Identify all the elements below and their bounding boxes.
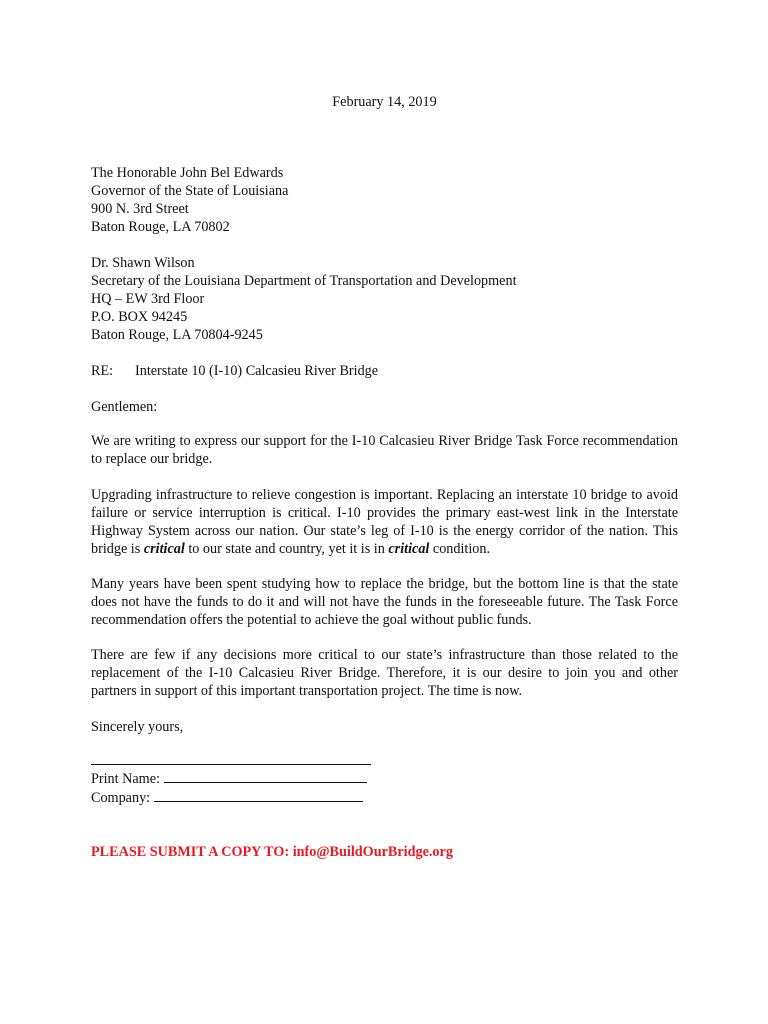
address-line: The Honorable John Bel Edwards <box>91 165 284 181</box>
address-line: Dr. Shawn Wilson <box>91 255 195 271</box>
paragraph-support: We are writing to express our support for the I-10 Calcasieu River Bridge Task Force recommendation to replace our bridge. <box>91 433 678 467</box>
paragraph-text: Upgrading infrastructure to relieve congestion is important. Replacing an interstate 10 bridge to avoid failure or service interruption is critical. I-10 provides the primary east-west link in the Interstate Highway System across our nation. Our state’s leg of I-10 is the energy corridor of the nation. This bridge is <box>91 487 678 557</box>
paragraph-infrastructure <box>91 486 678 558</box>
address-line: P.O. BOX 94245 <box>91 309 188 325</box>
signature-line <box>91 750 371 765</box>
emphasis-critical: critical <box>143 541 185 557</box>
recipient-address-governor <box>91 164 678 236</box>
company-field <box>91 788 678 807</box>
print-name-field <box>91 769 678 788</box>
address-line: Baton Rouge, LA 70804-9245 <box>91 327 263 343</box>
company-label: Company: <box>91 790 151 806</box>
print-name-blank <box>164 769 367 783</box>
address-line: HQ – EW 3rd Floor <box>91 291 205 307</box>
letter-date: February 14, 2019 <box>332 94 437 110</box>
submit-notice: PLEASE SUBMIT A COPY TO: info@BuildOurBridge.org <box>91 844 453 860</box>
recipient-address-secretary <box>91 254 678 344</box>
subject-text: Interstate 10 (I-10) Calcasieu River Bridge <box>135 363 379 379</box>
address-line: Governor of the State of Louisiana <box>91 183 289 199</box>
emphasis-critical: critical <box>388 541 430 557</box>
print-name-label: Print Name: <box>91 771 160 787</box>
address-line: Baton Rouge, LA 70802 <box>91 219 230 235</box>
paragraph-text: to our state and country, yet it is in <box>184 541 389 557</box>
paragraph-funding: Many years have been spent studying how to replace the bridge, but the bottom line is that the state does not have the funds to do it and will not have the funds in the foreseeable future. The Task Force recommendation offers the potential to achieve the goal without public funds. <box>91 576 678 628</box>
subject-label: RE: <box>91 363 114 379</box>
signature-block <box>91 750 678 807</box>
paragraph-text: condition. <box>429 541 491 557</box>
salutation: Gentlemen: <box>91 399 158 415</box>
closing: Sincerely yours, <box>91 719 184 735</box>
address-line: Secretary of the Louisiana Department of Transportation and Development <box>91 273 517 289</box>
address-line: 900 N. 3rd Street <box>91 201 189 217</box>
subject-line <box>91 362 678 380</box>
paragraph-decision: There are few if any decisions more critical to our state’s infrastructure than those related to the replacement of the I-10 Calcasieu River Bridge. Therefore, it is our desire to join you and other partners in support of this important transportation project. The time is now. <box>91 647 678 699</box>
company-blank <box>154 788 363 802</box>
